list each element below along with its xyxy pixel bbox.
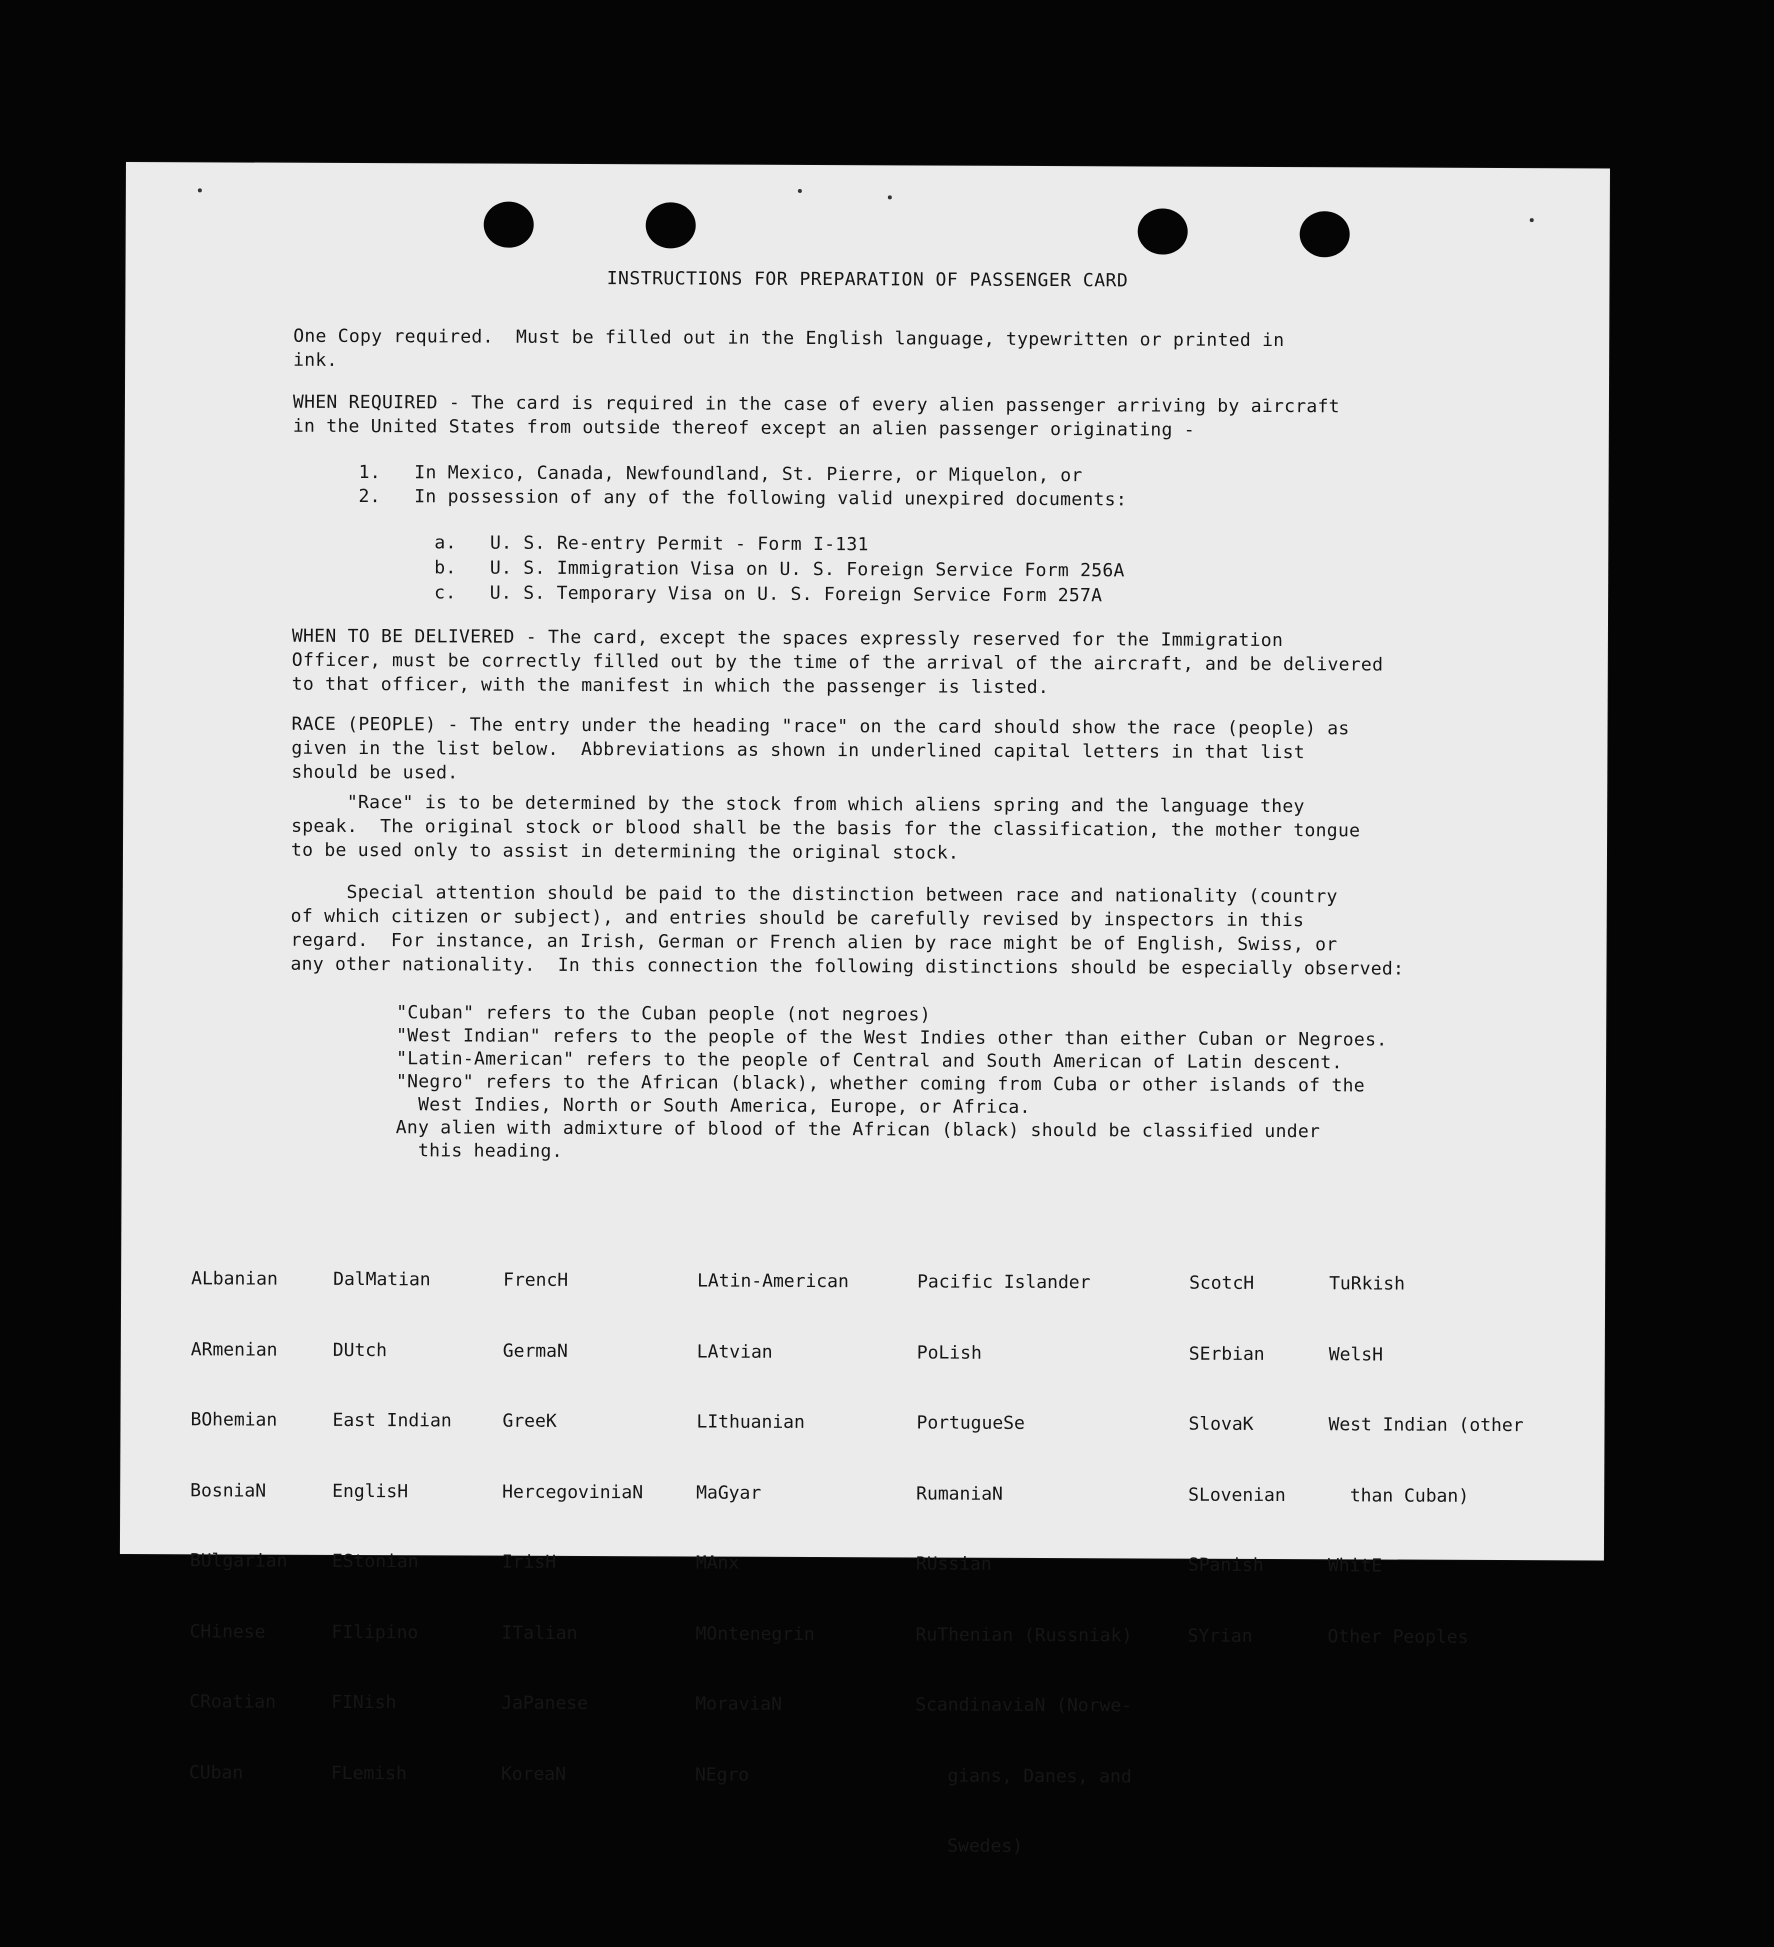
race-entry: FIlipino <box>331 1621 419 1643</box>
race-entry: RuThenian (Russniak) <box>915 1623 1133 1646</box>
race-entry: EnglisH <box>332 1480 409 1502</box>
race-list-column <box>501 1222 645 1834</box>
race-entry: East Indian <box>332 1409 452 1432</box>
intro-paragraph: One Copy required. Must be filled out in the English language, typewritten or printed in ink. <box>293 325 1285 371</box>
race-entry: SPanish <box>1187 1554 1264 1576</box>
race-entry: KoreaN <box>500 1763 567 1785</box>
paper-speck <box>798 189 802 193</box>
race-entry: BUlgarian <box>189 1550 288 1572</box>
race-entry: JaPanese <box>501 1692 589 1715</box>
race-entry: ScandinaviaN (Norwe- <box>915 1694 1133 1717</box>
page-title: INSTRUCTIONS FOR PREPARATION OF PASSENGER CARD <box>606 268 1129 292</box>
paper-speck <box>198 188 202 192</box>
race-entry: DUtch <box>332 1339 388 1361</box>
race-entry: MOntenegrin <box>695 1622 815 1645</box>
race-entry: FINish <box>331 1691 397 1714</box>
race-list-column <box>189 1220 289 1831</box>
race-entry: CRoatian <box>189 1691 277 1713</box>
race-list-column <box>331 1221 453 1833</box>
race-entry: SLovenian <box>1188 1484 1286 1506</box>
race-entry: FLemish <box>330 1762 407 1784</box>
numbered-item: 1. In Mexico, Canada, Newfoundland, St. Pierre, or Miquelon, or <box>358 462 1083 487</box>
race-entry: LAtvian <box>696 1341 773 1363</box>
race-entry: WhitE <box>1327 1555 1383 1577</box>
paper-speck <box>888 195 892 199</box>
race-entry: CUban <box>188 1761 244 1784</box>
race-entry: CHinese <box>189 1620 266 1643</box>
race-entry: MoraviaN <box>695 1693 783 1715</box>
race-entry: RumaniaN <box>916 1482 1003 1505</box>
race-entry: Pacific Islander <box>917 1271 1091 1294</box>
race-definition-paragraph: "Race" is to be determined by the stock from which aliens spring and the language they speak. The original stock or blood shall be the basis for the classification, the mother tongue to be used only to assist in determining the original stock. <box>290 791 1361 864</box>
race-entry: WelsH <box>1328 1343 1384 1365</box>
race-entry: LIthuanian <box>696 1411 805 1433</box>
race-entry: NEgro <box>694 1763 750 1786</box>
race-entry: DalMatian <box>333 1268 431 1291</box>
race-entry: SErbian <box>1188 1343 1265 1365</box>
punch-hole <box>646 202 696 248</box>
race-entry: TuRkish <box>1329 1273 1406 1295</box>
race-entry: MAnx <box>695 1552 740 1574</box>
race-list-column <box>1327 1225 1524 1696</box>
race-entry: GreeK <box>502 1410 557 1432</box>
race-entry: ITalian <box>501 1622 578 1644</box>
race-entry: PoLish <box>916 1341 982 1364</box>
when-required-paragraph: WHEN REQUIRED - The card is required in the case of every alien passenger arriving by aircraft in the United States from outside thereof except an alien passenger originating - <box>292 391 1340 441</box>
race-entry: West Indian (other <box>1328 1414 1524 1437</box>
punch-hole <box>1300 211 1350 257</box>
punch-hole <box>484 202 534 248</box>
race-entry: BosniaN <box>190 1479 267 1502</box>
lettered-item: b. U. S. Immigration Visa on U. S. Foreign Service Form 256A <box>434 557 1125 582</box>
when-delivered-paragraph: WHEN TO BE DELIVERED - The card, except the spaces expressly reserved for the Immigration Officer, must be correctly filled out by the time of the arrival of the aircraft, and be delivered to that officer, with the manifest in which the passenger is listed. <box>291 625 1384 699</box>
race-list-column <box>1187 1225 1287 1695</box>
race-entry: MaGyar <box>696 1482 762 1504</box>
race-entry: Other Peoples <box>1327 1625 1469 1648</box>
lettered-item: a. U. S. Re-entry Permit - Form I-131 <box>434 532 869 556</box>
race-entry: IrisH <box>501 1551 557 1573</box>
race-entry: ARmenian <box>190 1338 278 1361</box>
race-entry: ScotcH <box>1189 1272 1255 1294</box>
race-entry: Swedes) <box>914 1835 1024 1857</box>
race-entry: FrencH <box>503 1269 569 1291</box>
race-entry: HercegoviniaN <box>502 1481 644 1503</box>
distinctions-list: "Cuban" refers to the Cuban people (not negroes) "West Indian" refers to the people of the West Indies other than either Cuban or Negroes. "Latin-American" refers to the people of Central and South American of Latin descent. "Negro" refers to the African (black), whether coming from Cuba or other islands of the West Indies, North or South America, Europe, or Africa. Any alien with admixture of blood of the African (black) should be classified under this heading. <box>395 1002 1388 1162</box>
special-attention-paragraph: Special attention should be paid to the distinction between race and nationality (country of which citizen or subject), and entries should be carefully revised by inspectors in this regard. For instance, an Irish, German or French alien by race might be of English, Swiss, or any other nationality. In this connection the following distinctions should be especially observed: <box>290 881 1405 980</box>
race-list-column <box>914 1223 1134 1905</box>
race-entry: LAtin-American <box>697 1270 849 1293</box>
race-people-paragraph: RACE (PEOPLE) - The entry under the heading "race" on the card should show the race (people) as given in the list below. Abbreviations as shown in underlined capital letters in that list should be used. <box>291 713 1350 784</box>
lettered-item: c. U. S. Temporary Visa on U. S. Foreign Service Form 257A <box>434 582 1103 607</box>
paper-speck <box>1530 218 1534 222</box>
punch-hole <box>1138 208 1188 254</box>
race-entry: EStonian <box>331 1550 419 1573</box>
race-entry: GermaN <box>502 1340 568 1362</box>
document-page <box>120 162 1610 1857</box>
race-entry: PortugueSe <box>916 1412 1025 1434</box>
numbered-item: 2. In possession of any of the following valid unexpired documents: <box>358 486 1128 511</box>
race-entry: SYrian <box>1187 1625 1253 1647</box>
race-entry: RUssian <box>915 1553 992 1575</box>
race-entry: than Cuban) <box>1328 1484 1470 1507</box>
race-entry: BOhemian <box>190 1409 278 1431</box>
race-list-column <box>695 1223 849 1835</box>
race-entry: ALbanian <box>191 1268 278 1290</box>
race-entry: gians, Danes, and <box>914 1764 1132 1787</box>
race-entry: SlovaK <box>1188 1413 1254 1435</box>
